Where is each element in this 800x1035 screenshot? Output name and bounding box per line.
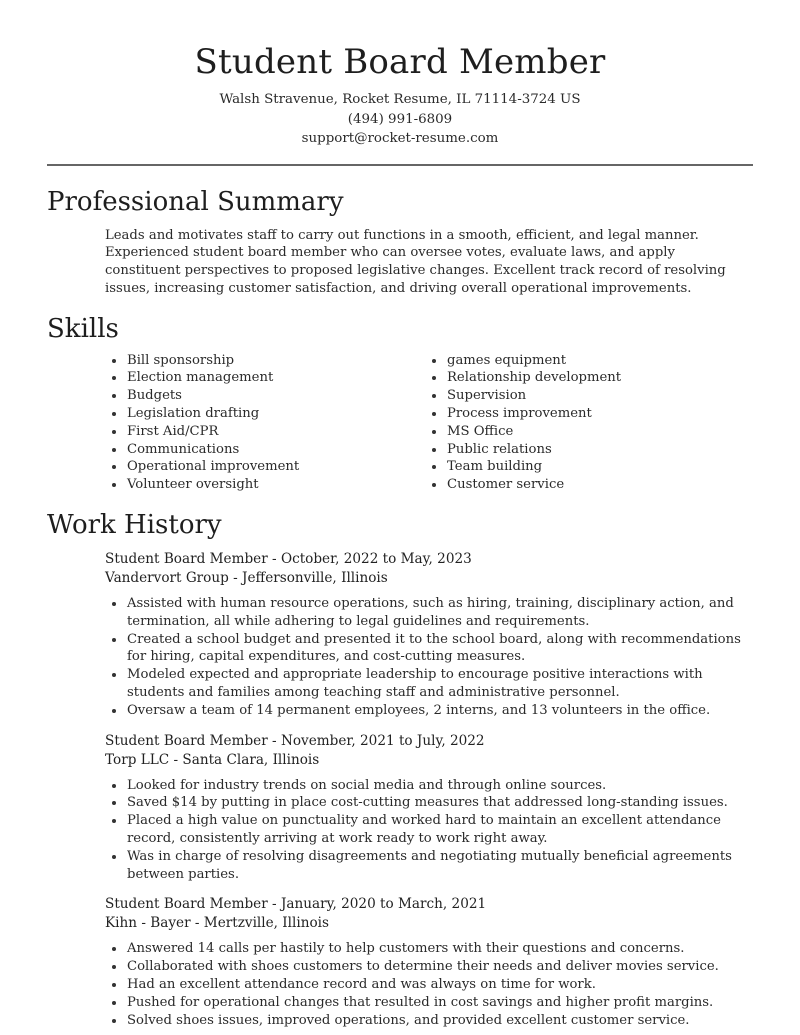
skill-item: Legislation drafting <box>105 405 425 423</box>
job-bullet: Was in charge of resolving disagreements and negotiating mutually beneficial agreements between parties. <box>105 848 753 884</box>
job-company-location: Vandervort Group - Jeffersonville, Illinois <box>105 570 388 587</box>
header-divider <box>47 164 753 166</box>
section-title-work-history: Work History <box>47 510 222 541</box>
skill-item: Operational improvement <box>105 458 425 476</box>
job-bullets <box>105 940 753 1029</box>
skill-item: Team building <box>425 458 745 476</box>
skill-item: Process improvement <box>425 405 745 423</box>
address: Walsh Stravenue, Rocket Resume, IL 71114-3724 US <box>219 92 581 107</box>
skill-item: Customer service <box>425 476 745 494</box>
skill-item: Bill sponsorship <box>105 352 425 370</box>
skill-item: Public relations <box>425 441 745 459</box>
email: support@rocket-resume.com <box>301 131 499 146</box>
contact-info <box>0 90 800 149</box>
skill-item: Relationship development <box>425 369 745 387</box>
job-bullet: Created a school budget and presented it to the school board, along with recommendations for hiring, capital expenditures, and cost-cutting measures. <box>105 631 753 667</box>
job-company-location: Torp LLC - Santa Clara, Illinois <box>105 751 320 768</box>
resume-header <box>0 0 800 149</box>
job-bullet: Answered 14 calls per hastily to help customers with their questions and concerns. <box>105 940 753 958</box>
section-title-skills: Skills <box>47 313 119 344</box>
skill-item: Budgets <box>105 387 425 405</box>
job-role-dates: Student Board Member - October, 2022 to May, 2023 <box>105 551 472 568</box>
job-bullet: Pushed for operational changes that resulted in cost savings and higher profit margins. <box>105 994 753 1012</box>
section-title-summary: Professional Summary <box>47 186 344 217</box>
job-entry <box>105 732 753 884</box>
job-bullet: Looked for industry trends on social media and through online sources. <box>105 777 753 795</box>
skills-column-right <box>425 352 745 494</box>
job-bullets <box>105 777 753 884</box>
job-bullet: Had an excellent attendance record and was always on time for work. <box>105 976 753 994</box>
job-bullet: Oversaw a team of 14 permanent employees, 2 interns, and 13 volunteers in the office. <box>105 702 753 720</box>
job-bullet: Collaborated with shoes customers to determine their needs and deliver movies service. <box>105 958 753 976</box>
job-company-location: Kihn - Bayer - Mertzville, Illinois <box>105 915 329 932</box>
skill-item: Communications <box>105 441 425 459</box>
job-entry <box>105 895 753 1029</box>
job-bullet: Saved $14 by putting in place cost-cutting measures that addressed long-standing issues. <box>105 794 753 812</box>
skill-item: Supervision <box>425 387 745 405</box>
job-bullet: Placed a high value on punctuality and worked hard to maintain an excellent attendance record, consistently arriving at work ready to work right away. <box>105 812 753 848</box>
skill-item: MS Office <box>425 423 745 441</box>
job-entry <box>105 550 753 720</box>
job-bullet: Assisted with human resource operations, such as hiring, training, disciplinary action, and termination, all while adhering to legal guidelines and requirements. <box>105 595 753 631</box>
job-role-dates: Student Board Member - November, 2021 to July, 2022 <box>105 732 485 749</box>
skill-item: First Aid/CPR <box>105 423 425 441</box>
job-bullet: Solved shoes issues, improved operations, and provided excellent customer service. <box>105 1012 753 1030</box>
job-role-dates: Student Board Member - January, 2020 to March, 2021 <box>105 896 487 913</box>
job-bullets <box>105 595 753 720</box>
candidate-name: Student Board Member <box>194 42 606 82</box>
phone: (494) 991-6809 <box>347 111 453 127</box>
skill-item: Volunteer oversight <box>105 476 425 494</box>
skills-list <box>105 352 753 494</box>
job-bullet: Modeled expected and appropriate leadership to encourage positive interactions with students and families among teaching staff and administrative personnel. <box>105 666 753 702</box>
skill-item: Election management <box>105 369 425 387</box>
skills-column-left <box>105 352 425 494</box>
summary-text: Leads and motivates staff to carry out functions in a smooth, efficient, and legal manner. Experienced student board member who can oversee votes, evaluate laws, and apply constituent perspectives to proposed legislative changes. Excellent track record of resolving issues, increasing customer satisfaction, and driving overall operational improvements. <box>105 227 726 296</box>
skill-item: games equipment <box>425 352 745 370</box>
